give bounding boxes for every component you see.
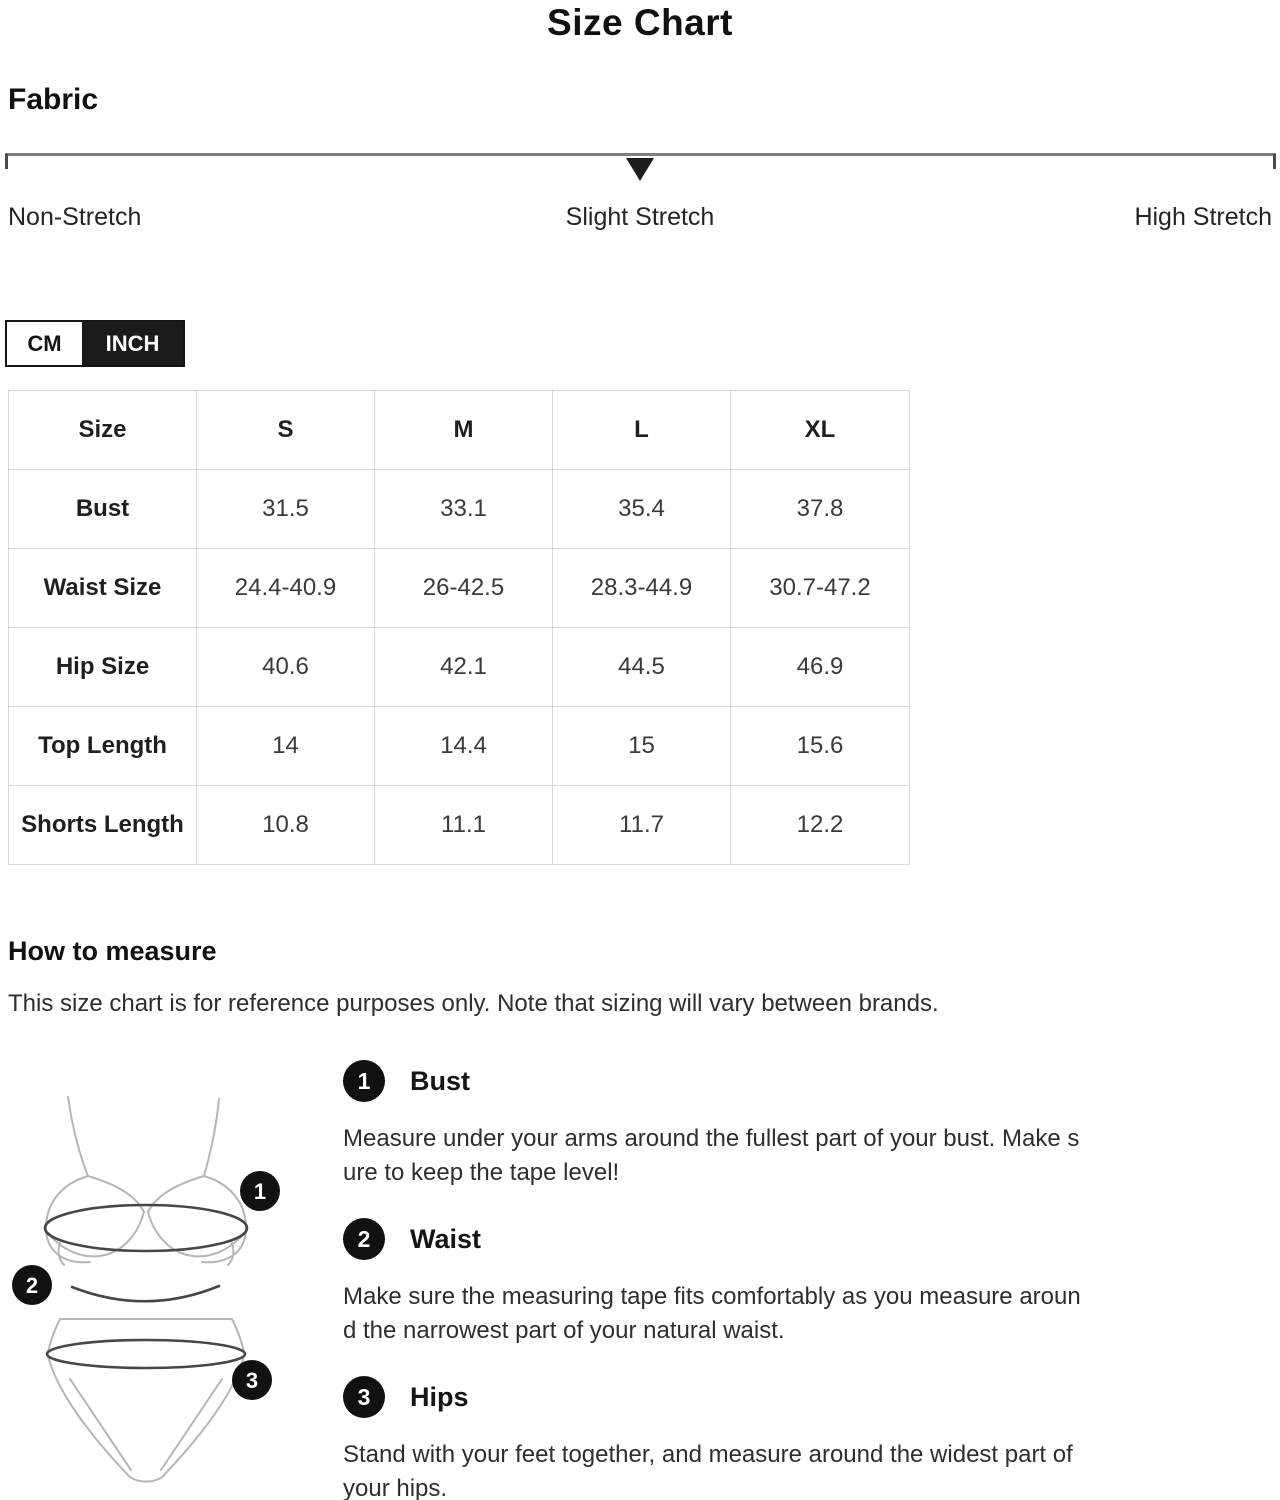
column-header: L [553,391,731,470]
row-header: Shorts Length [9,786,197,865]
size-value-cell: 14.4 [375,707,553,786]
row-header: Bust [9,470,197,549]
size-value-cell: 42.1 [375,628,553,707]
measure-item-text [343,1280,1223,1348]
text-line: Measure under your arms around the fullest part of your bust. Make s [343,1125,1080,1152]
table-row [9,470,910,549]
bikini-measurement-illustration [8,1083,300,1495]
text-line: Stand with your feet together, and measure around the widest part of [343,1441,1073,1468]
scale-label-high-stretch: High Stretch [1134,203,1272,231]
scale-right-tick [1273,154,1276,169]
size-value-cell: 24.4-40.9 [197,549,375,628]
measure-item-text [343,1438,1223,1500]
size-table [8,390,910,865]
size-value-cell: 15 [553,707,731,786]
text-line: Make sure the measuring tape fits comfortably as you measure aroun [343,1283,1081,1310]
column-header: XL [731,391,910,470]
svg-text:1: 1 [253,1179,267,1204]
scale-label-slight-stretch: Slight Stretch [565,203,715,231]
size-value-cell: 10.8 [197,786,375,865]
text-line: d the narrowest part of your natural waist. [343,1317,785,1344]
measure-item-hips [343,1376,1223,1500]
page-title: Size Chart [547,2,733,43]
how-to-measure-heading: How to measure [8,936,217,966]
fabric-heading: Fabric [8,83,99,116]
measure-item-title: Waist [410,1223,482,1254]
row-header: Top Length [9,707,197,786]
scale-left-tick [5,154,8,169]
illustration-marker-3 [232,1360,272,1400]
size-value-cell: 14 [197,707,375,786]
row-header: Hip Size [9,628,197,707]
size-value-cell: 40.6 [197,628,375,707]
table-header-row [9,391,910,470]
column-header: S [197,391,375,470]
size-value-cell: 26-42.5 [375,549,553,628]
size-value-cell: 46.9 [731,628,910,707]
number-badge-1: 1 [343,1060,385,1102]
measure-item-title: Hips [410,1381,469,1412]
fabric-slider-marker-icon [626,158,654,181]
text-line: your hips. [343,1475,448,1500]
column-header: Size [9,391,197,470]
cm-button[interactable]: CM [7,322,82,365]
size-value-cell: 11.7 [553,786,731,865]
size-value-cell: 31.5 [197,470,375,549]
size-value-cell: 28.3-44.9 [553,549,731,628]
size-value-cell: 12.2 [731,786,910,865]
size-value-cell: 11.1 [375,786,553,865]
fabric-stretch-scale-line [5,153,1276,156]
size-value-cell: 30.7-47.2 [731,549,910,628]
table-row [9,707,910,786]
measure-item-header [343,1376,1223,1418]
illustration-marker-2 [12,1265,52,1305]
table-row [9,786,910,865]
table-row [9,549,910,628]
text-line: ure to keep the tape level! [343,1159,620,1186]
column-header: M [375,391,553,470]
how-to-measure-note: This size chart is for reference purposes only. Note that sizing will vary between brands. [8,990,939,1017]
unit-toggle [5,320,185,367]
measure-item-header [343,1218,1223,1260]
size-value-cell: 15.6 [731,707,910,786]
measure-item-waist [343,1218,1223,1348]
svg-text:2: 2 [25,1273,39,1298]
size-value-cell: 33.1 [375,470,553,549]
size-value-cell: 44.5 [553,628,731,707]
measure-item-title: Bust [410,1065,470,1096]
measure-instructions [343,1060,1223,1500]
measure-item-bust [343,1060,1223,1190]
row-header: Waist Size [9,549,197,628]
number-badge-3: 3 [343,1376,385,1418]
size-value-cell: 37.8 [731,470,910,549]
measure-item-header [343,1060,1223,1102]
size-value-cell: 35.4 [553,470,731,549]
measure-item-text [343,1122,1223,1190]
number-badge-2: 2 [343,1218,385,1260]
scale-label-non-stretch: Non-Stretch [8,203,142,231]
illustration-marker-1 [240,1171,280,1211]
svg-text:3: 3 [245,1368,259,1393]
inch-button[interactable]: INCH [82,322,183,365]
table-row [9,628,910,707]
